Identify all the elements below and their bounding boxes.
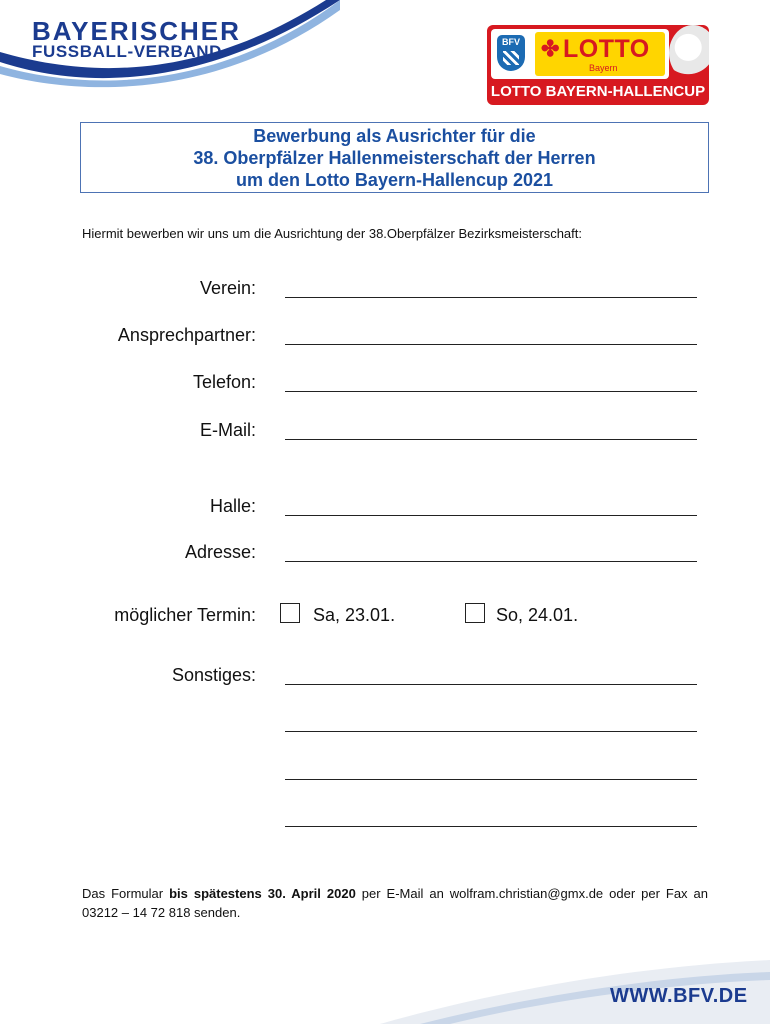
checkbox-so-2401[interactable] xyxy=(465,603,485,623)
input-sonstiges-line-2[interactable] xyxy=(285,731,697,732)
football-icon xyxy=(669,25,709,81)
label-email: E-Mail: xyxy=(199,420,256,440)
title-line-3: um den Lotto Bayern-Hallencup 2021 xyxy=(235,170,554,190)
label-termin: möglicher Termin: xyxy=(114,605,256,625)
org-name-line1: BAYERISCHER xyxy=(32,16,241,46)
bavarian-diamonds-icon xyxy=(503,51,519,65)
lotto-cup-title: LOTTO BAYERN-HALLENCUP xyxy=(490,83,706,100)
bfv-badge-icon xyxy=(497,35,525,71)
submission-note xyxy=(82,884,708,922)
form-title-box xyxy=(80,122,709,193)
label-verein: Verein: xyxy=(199,278,256,298)
clover-icon: ✤ xyxy=(541,36,560,61)
org-name-line2: FUSSBALL-VERBAND xyxy=(32,42,222,61)
lotto-logo-panel xyxy=(491,29,669,79)
label-telefon: Telefon: xyxy=(192,372,256,392)
input-adresse[interactable] xyxy=(285,561,697,562)
title-line-2: 38. Oberpfälzer Hallenmeisterschaft der Herren xyxy=(193,148,596,168)
note-deadline: bis spätestens 30. April 2020 xyxy=(169,886,356,901)
label-ansprechpartner: Ansprechpartner: xyxy=(117,325,256,345)
label-halle: Halle: xyxy=(209,496,256,516)
lotto-hallencup-logo xyxy=(487,25,709,105)
option-so-2401: So, 24.01. xyxy=(496,605,579,625)
input-sonstiges-line-4[interactable] xyxy=(285,826,697,827)
title-line-1: Bewerbung als Ausrichter für die xyxy=(253,126,536,146)
website-link[interactable]: WWW.BFV.DE xyxy=(610,985,748,1007)
lotto-wordmark: LOTTO xyxy=(563,35,650,63)
option-sa-2301: Sa, 23.01. xyxy=(313,605,396,625)
label-adresse: Adresse: xyxy=(184,542,256,562)
checkbox-sa-2301[interactable] xyxy=(280,603,300,623)
lotto-brand-mark xyxy=(535,32,665,76)
input-verein[interactable] xyxy=(285,297,697,298)
label-sonstiges: Sonstiges: xyxy=(171,665,256,685)
intro-text: Hiermit bewerben wir uns um die Ausrichtung der 38.Oberpfälzer Bezirksmeisterschaft: xyxy=(82,226,582,241)
bfv-badge-text: BFV xyxy=(502,37,520,47)
input-sonstiges-line-3[interactable] xyxy=(285,779,697,780)
note-part-1: Das Formular xyxy=(82,886,170,901)
input-telefon[interactable] xyxy=(285,391,697,392)
input-sonstiges-line-1[interactable] xyxy=(285,684,697,685)
input-halle[interactable] xyxy=(285,515,697,516)
input-ansprechpartner[interactable] xyxy=(285,344,697,345)
note-part-2: per E-Mail an wolfram.christian@gmx.de oder per Fax an 03212 – 14 72 818 senden. xyxy=(82,886,708,920)
lotto-region: Bayern xyxy=(589,63,618,73)
input-email[interactable] xyxy=(285,439,697,440)
